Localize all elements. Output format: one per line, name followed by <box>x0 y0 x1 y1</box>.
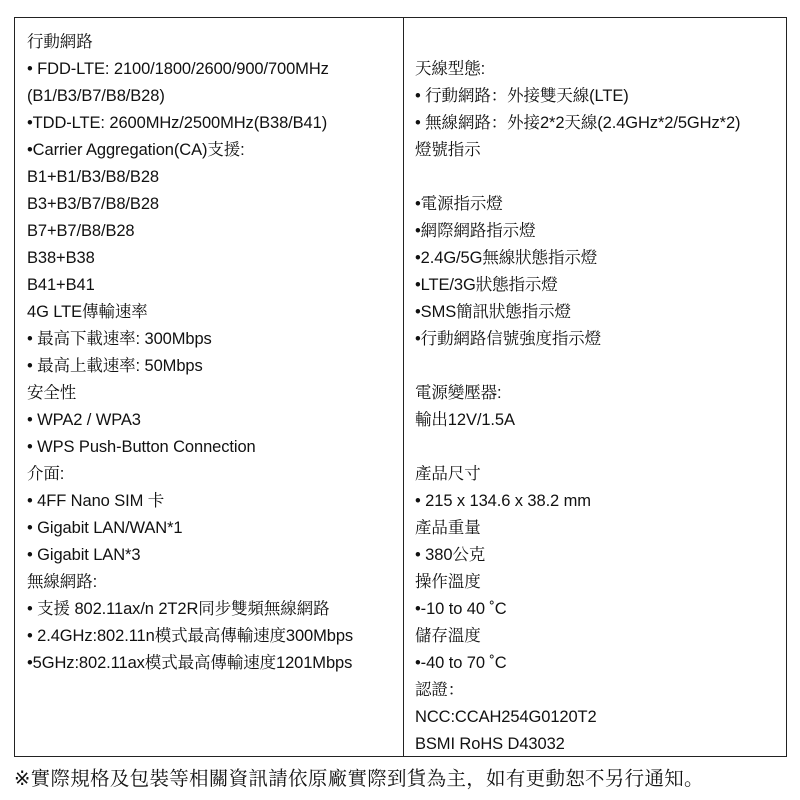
spec-line: B38+B38 <box>27 249 95 267</box>
spec-line: • WPA2 / WPA3 <box>27 411 141 429</box>
spec-line: B3+B3/B7/B8/B28 <box>27 195 159 213</box>
spec-line: 無線網路: <box>27 573 98 591</box>
spec-line: • 380公克 <box>415 546 486 564</box>
spec-line: •Carrier Aggregation(CA)支援: <box>27 141 245 159</box>
spec-line: • FDD-LTE: 2100/1800/2600/900/700MHz <box>27 60 329 78</box>
spec-table <box>14 17 787 757</box>
spec-line: 操作溫度 <box>415 573 481 591</box>
spec-line: B7+B7/B8/B28 <box>27 222 135 240</box>
spec-line: •2.4G/5G無線狀態指示燈 <box>415 249 598 267</box>
spec-line: 輸出12V/1.5A <box>415 411 515 429</box>
spec-line: • 行動網路：外接雙天線(LTE) <box>415 87 629 105</box>
spec-line: •-40 to 70 ˚C <box>415 654 507 672</box>
spec-line <box>415 434 786 461</box>
spec-line: • Gigabit LAN*3 <box>27 546 141 564</box>
spec-line <box>415 353 786 380</box>
spec-line: •-10 to 40 ˚C <box>415 600 507 618</box>
spec-line: 燈號指示 <box>415 141 481 159</box>
spec-line: 天線型態: <box>415 60 486 78</box>
spec-line: • WPS Push-Button Connection <box>27 438 256 456</box>
spec-line: •電源指示燈 <box>415 195 503 213</box>
spec-line: 4G LTE傳輸速率 <box>27 303 148 321</box>
spec-line: • 4FF Nano SIM 卡 <box>27 492 165 510</box>
spec-line: B41+B41 <box>27 276 95 294</box>
spec-line: • 支援 802.11ax/n 2T2R同步雙頻無線網路 <box>27 600 330 618</box>
spec-line: • 最高下載速率: 300Mbps <box>27 330 212 348</box>
spec-line: 介面: <box>27 465 65 483</box>
disclaimer-footnote: ※實際規格及包裝等相關資訊請依原廠實際到貨為主，如有更動恕不另行通知。 <box>14 768 704 790</box>
spec-line: 安全性 <box>27 384 77 402</box>
spec-line: 儲存溫度 <box>415 627 481 645</box>
spec-line: •5GHz:802.11ax模式最高傳輸速度1201Mbps <box>27 654 353 672</box>
spec-line: BSMI RoHS D43032 <box>415 735 565 753</box>
spec-line: 產品重量 <box>415 519 481 537</box>
spec-line: • 最高上載速率: 50Mbps <box>27 357 203 375</box>
spec-line: •TDD-LTE: 2600MHz/2500MHz(B38/B41) <box>27 114 328 132</box>
spec-line: 產品尺寸 <box>415 465 481 483</box>
spec-line: • 2.4GHz:802.11n模式最高傳輸速度300Mbps <box>27 627 354 645</box>
spec-line: 認證： <box>415 681 465 699</box>
spec-line: • 215 x 134.6 x 38.2 mm <box>415 492 591 510</box>
spec-line: •SMS簡訊狀態指示燈 <box>415 303 571 321</box>
spec-line <box>415 29 786 56</box>
spec-line: B1+B1/B3/B8/B28 <box>27 168 159 186</box>
spec-line: (B1/B3/B7/B8/B28) <box>27 87 165 105</box>
spec-line: NCC:CCAH254G0120T2 <box>415 708 597 726</box>
spec-line: •LTE/3G狀態指示燈 <box>415 276 558 294</box>
spec-line: 行動網路 <box>27 33 93 51</box>
spec-line: • 無線網路：外接2*2天線(2.4GHz*2/5GHz*2) <box>415 114 741 132</box>
spec-column-right <box>404 18 786 756</box>
spec-line <box>415 164 786 191</box>
spec-line: •行動網路信號強度指示燈 <box>415 330 602 348</box>
spec-line: •網際網路指示燈 <box>415 222 536 240</box>
spec-column-left <box>15 18 404 756</box>
spec-line: 電源變壓器: <box>415 384 502 402</box>
spec-line: • Gigabit LAN/WAN*1 <box>27 519 183 537</box>
